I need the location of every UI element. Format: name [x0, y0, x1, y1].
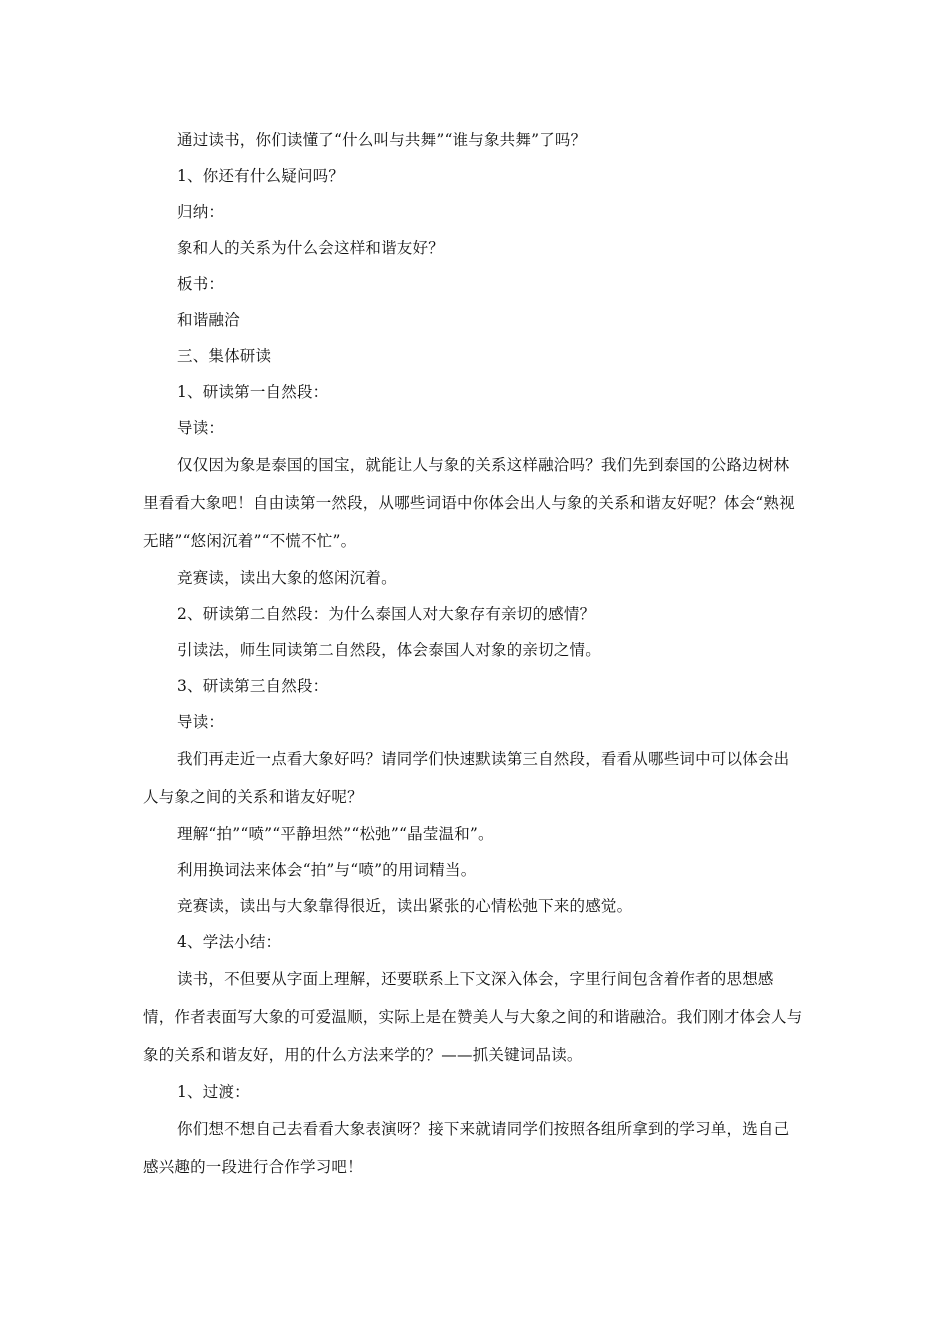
paragraph: 竞赛读，读出与大象靠得很近，读出紧张的心情松弛下来的感觉。	[177, 897, 633, 915]
list-item: 1、你还有什么疑问吗？	[177, 167, 345, 185]
paragraph: 引读法，师生同读第二自然段，体会泰国人对象的亲切之情。	[177, 641, 601, 659]
paragraph: 利用换词法来体会“拍”与“喷”的用词精当。	[177, 861, 477, 879]
list-item: 4、学法小结：	[177, 933, 282, 951]
label-guide: 导读：	[177, 713, 225, 731]
label-summary: 归纳：	[177, 203, 225, 221]
label-guide: 导读：	[177, 419, 225, 437]
paragraph: 你们想不想自己去看看大象表演呀？接下来就请同学们按照各组所拿到的学习单，选自己感兴趣的一段进行合作学习吧！	[143, 1120, 790, 1176]
paragraph: 我们再走近一点看大象好吗？请同学们快速默读第三自然段，看看从哪些词中可以体会出人与象之间的关系和谐友好呢？	[143, 750, 790, 806]
paragraph: 读书，不但要从字面上理解，还要联系上下文深入体会，字里行间包含着作者的思想感情，作者表面写大象的可爱温顺，实际上是在赞美人与大象之间的和谐融洽。我们刚才体会人与象的关系和谐友好，用的什么方法来学的？——抓关键词品读。	[143, 970, 803, 1064]
document-body	[143, 122, 803, 1186]
label-blackboard: 板书：	[177, 275, 225, 293]
paragraph: 理解“拍”“喷”“平静坦然”“松弛”“晶莹温和”。	[177, 825, 494, 843]
paragraph: 和谐融洽	[177, 311, 240, 329]
list-item: 3、研读第三自然段：	[177, 677, 329, 695]
list-item: 2、研读第二自然段：为什么泰国人对大象存有亲切的感情？	[177, 605, 596, 623]
list-item: 1、研读第一自然段：	[177, 383, 329, 401]
paragraph: 竞赛读，读出大象的悠闲沉着。	[177, 569, 397, 587]
section-heading: 三、集体研读	[177, 347, 272, 365]
paragraph: 通过读书，你们读懂了“什么叫与共舞”“谁与象共舞”了吗？	[177, 131, 587, 149]
paragraph: 仅仅因为象是泰国的国宝，就能让人与象的关系这样融洽吗？我们先到泰国的公路边树林里看看大象吧！自由读第一然段，从哪些词语中你体会出人与象的关系和谐友好呢？体会“熟视无睹”“悠闲沉着”“不慌不忙”。	[143, 456, 795, 550]
list-item: 1、过渡：	[177, 1083, 250, 1101]
paragraph: 象和人的关系为什么会这样和谐友好？	[177, 239, 444, 257]
